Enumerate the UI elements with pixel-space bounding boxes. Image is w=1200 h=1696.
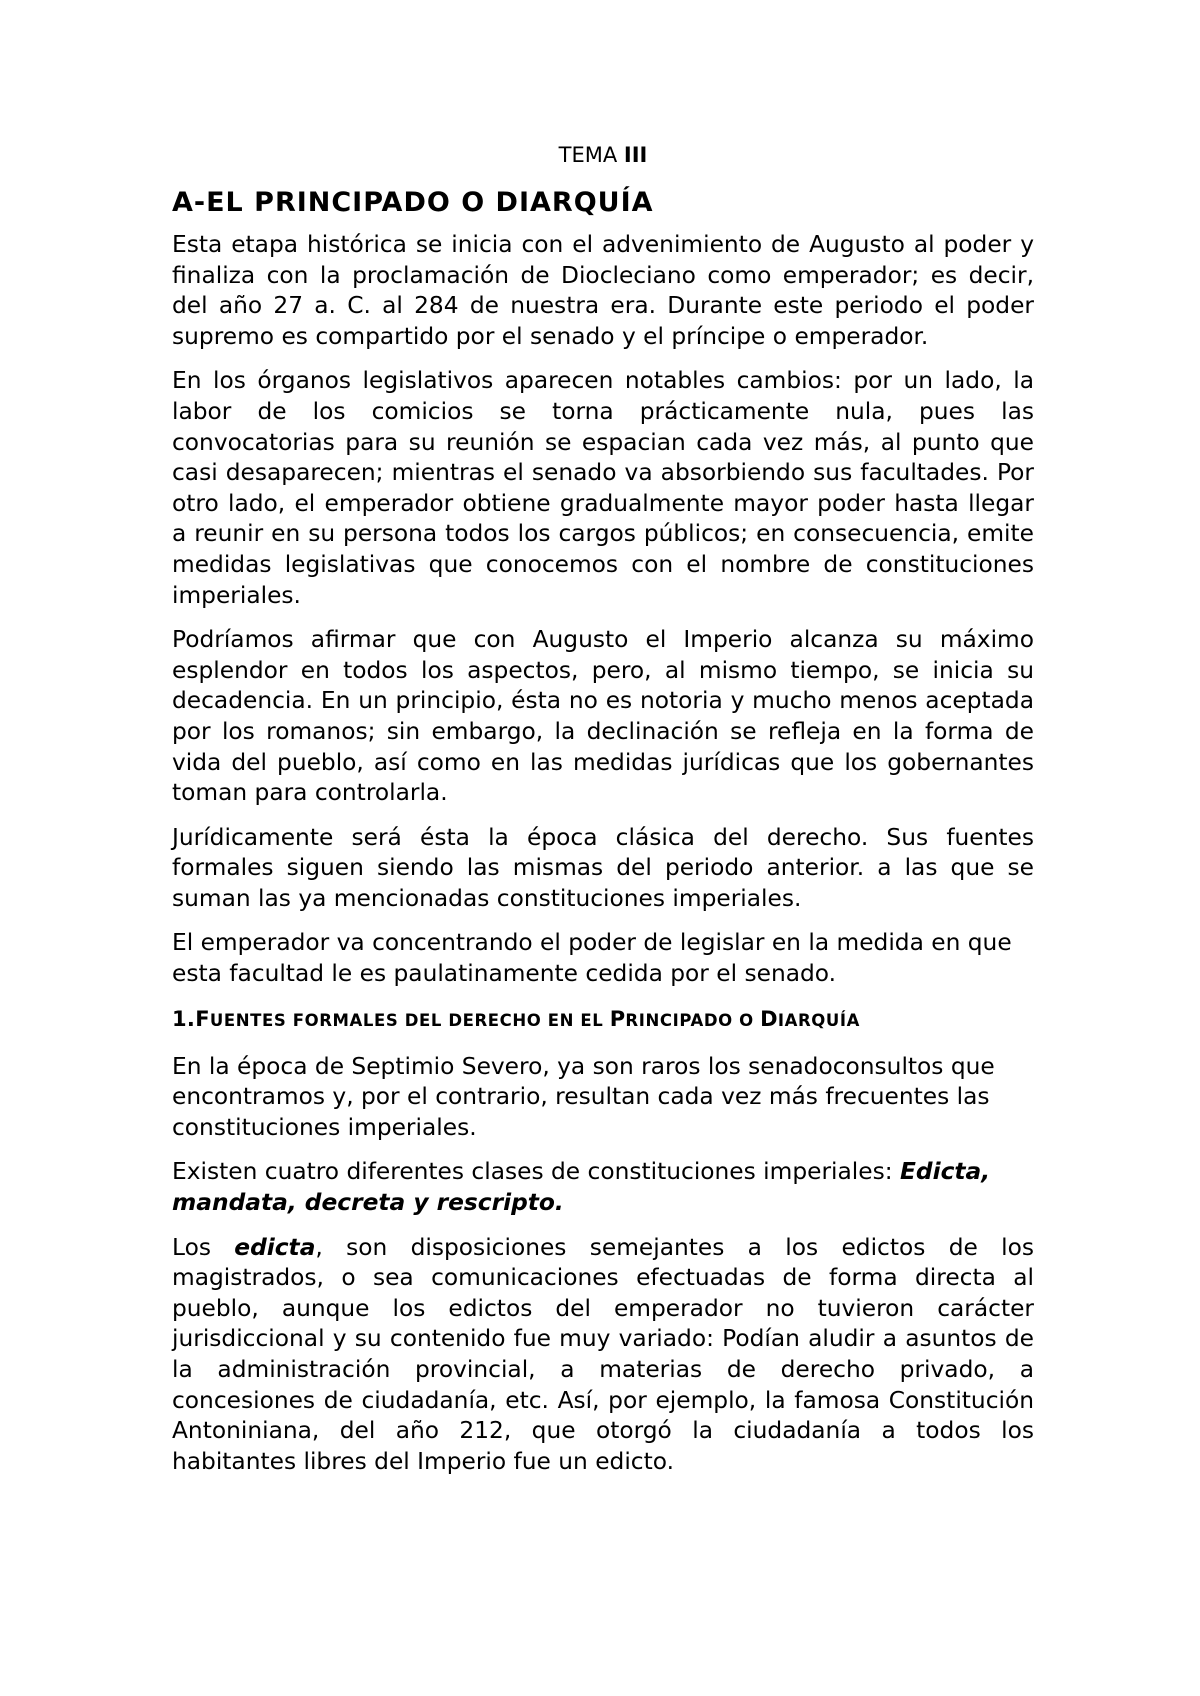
paragraph-7-emphasis: Edicta, mandata, decreta y rescripto — [172, 1158, 991, 1217]
paragraph-3: Podríamos afirmar que con Augusto el Imperio alcanza su máximo esplendor en todos los aspectos, pero, al mismo tiempo, se inicia su decadencia. En un principio, ésta no es notoria y mucho menos aceptada por los romanos; sin embargo, la declinación se refleja en la forma de vida del pueblo, así como en las medidas jurídicas que los gobernantes toman para controlarla. — [172, 626, 1034, 807]
paragraph-6: En la época de Septimio Severo, ya son raros los senadoconsultos que encontramos y, por el contrario, resultan cada vez más frecuentes las constituciones imperiales. — [172, 1052, 995, 1141]
section-title-cap-2: P — [609, 1006, 626, 1031]
paragraph-4: Jurídicamente será ésta la época clásica del derecho. Sus fuentes formales siguen siendo las mismas del periodo anterior. a las que se suman las ya mencionadas constituciones imperiales. — [172, 823, 1034, 912]
paragraph-7 — [172, 1157, 1034, 1218]
paragraph-2: En los órganos legislativos aparecen notables cambios: por un lado, la labor de los comicios se torna prácticamente nula, pues las convocatorias para su reunión se espacian cada vez más, al punto que casi desaparecen; mientras el senado va absorbiendo sus facultades. Por otro lado, el emperador obtiene gradualmente mayor poder hasta llegar a reunir en su persona todos los cargos públicos; en consecuencia, emite medidas legislativas que conocemos con el nombre de constituciones imperiales. — [172, 367, 1034, 609]
section-title-cap-1: F — [195, 1006, 210, 1031]
section-title-sc-2: RINCIPADO O — [625, 1010, 761, 1030]
tema-number: III — [623, 143, 648, 167]
paragraph-7-end: . — [554, 1189, 564, 1217]
paragraph-8-rest: , son disposiciones semejantes a los edictos de los magistrados, o sea comunicaciones efectuadas de forma directa al pueblo, aunque los edictos del emperador no tuvieron carácter jurisdiccional y su contenido fue muy variado: Podían aludir a asuntos de la administración provincial, a materias de derecho privado, a concesiones de ciudadanía, etc. Así, por ejemplo, la famosa Constitución Antoniniana, del año 212, que otorgó la ciudadanía a todos los habitantes libres del Imperio fue un edicto. — [172, 1233, 1034, 1475]
tema-word: TEMA — [558, 143, 618, 167]
paragraph-5: El emperador va concentrando el poder de legislar en la medida en que esta facultad le es paulatinamente cedida por el senado. — [172, 929, 1012, 988]
paragraph-7-text: Existen cuatro diferentes clases de constituciones imperiales: — [172, 1158, 900, 1186]
paragraph-8 — [172, 1233, 1034, 1478]
section-title-sc-3: IARQUÍA — [777, 1010, 861, 1030]
paragraph-8-emphasis: edicta — [234, 1233, 316, 1261]
section-number: 1. — [172, 1006, 196, 1031]
paragraph-8-start: Los — [172, 1233, 235, 1261]
section-heading — [172, 1004, 1034, 1036]
chapter-title: A-EL PRINCIPADO O DIARQUÍA — [172, 187, 654, 218]
tema-label — [172, 140, 1034, 170]
section-title-sc-1: UENTES FORMALES DEL DERECHO EN EL — [209, 1010, 610, 1030]
document-page — [172, 140, 1034, 1491]
section-title-cap-3: D — [760, 1006, 778, 1031]
paragraph-1: Esta etapa histórica se inicia con el advenimiento de Augusto al poder y finaliza con la proclamación de Diocleciano como emperador; es decir, del año 27 a. C. al 284 de nuestra era. Durante este periodo el poder supremo es compartido por el senado y el príncipe o emperador. — [172, 231, 1034, 350]
